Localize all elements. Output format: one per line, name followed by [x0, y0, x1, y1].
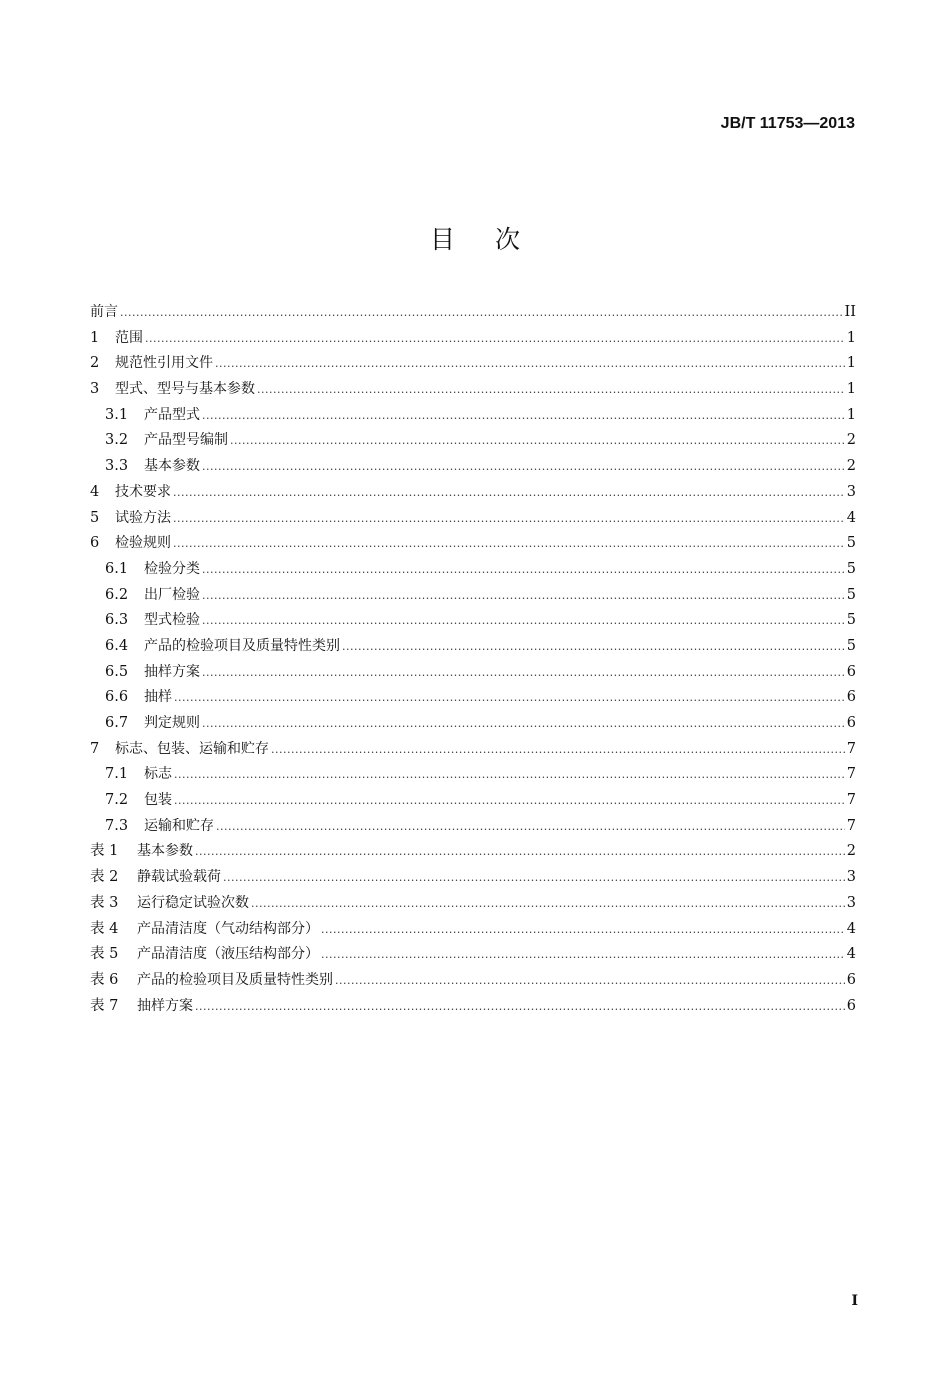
toc-entry-page: 1 [846, 381, 856, 398]
toc-entry-page: 6 [846, 971, 856, 988]
toc-entry-number: 表 5 [90, 946, 119, 963]
toc-entry-title: 基本参数 [137, 843, 193, 860]
dot-leader [335, 970, 845, 992]
toc-entry-number: 6.1 [105, 560, 129, 577]
toc-entry-page: 5 [846, 612, 856, 629]
toc-entry-number: 6 [90, 535, 100, 552]
toc-entry-title: 标志、包装、运输和贮存 [115, 740, 269, 757]
toc-entry[interactable] [90, 584, 856, 610]
toc-entry-page: 1 [846, 355, 856, 372]
toc-entry-page: 7 [846, 792, 856, 809]
toc-entry-title: 标志 [144, 766, 172, 783]
toc-entry-page: 1 [846, 406, 856, 423]
toc-entry[interactable] [90, 609, 856, 635]
dot-leader [174, 687, 845, 709]
toc-entry-number: 3 [90, 381, 100, 398]
toc-entry-title: 范围 [115, 329, 143, 346]
toc-entry-page: 1 [846, 329, 856, 346]
toc-entry-title: 检验分类 [144, 560, 200, 577]
toc-entry-number: 表 3 [90, 894, 119, 911]
toc-entry-page: 5 [846, 637, 856, 654]
toc-entry[interactable] [90, 763, 856, 789]
toc-entry[interactable] [90, 507, 856, 533]
toc-entry-page: 6 [846, 715, 856, 731]
dot-leader [202, 405, 845, 427]
toc-entry[interactable] [90, 943, 856, 969]
toc-entry-title: 抽样方案 [144, 663, 200, 680]
toc-entry-number: 7 [90, 740, 100, 757]
toc-entry-title: 型式检验 [144, 612, 200, 629]
dot-leader [173, 508, 845, 530]
toc-entry-page: 2 [846, 843, 856, 860]
dot-leader [342, 636, 845, 658]
toc-entry[interactable] [90, 840, 856, 866]
toc-entry-title: 产品型式 [144, 406, 200, 423]
toc-entry[interactable] [90, 429, 856, 455]
dot-leader [195, 996, 845, 1018]
toc-entry-number: 1 [90, 329, 100, 346]
toc-entry[interactable] [90, 327, 856, 353]
dot-leader [215, 353, 845, 375]
toc-entry-number: 6.3 [105, 612, 129, 629]
toc-entry-number: 6.7 [105, 715, 129, 731]
dot-leader [202, 713, 845, 735]
toc-entry-number: 7.1 [105, 766, 129, 783]
toc-entry-title: 静载试验载荷 [137, 869, 221, 886]
dot-leader [223, 867, 845, 889]
toc-entry-title: 技术要求 [115, 483, 171, 500]
toc-entry-page: 3 [846, 483, 856, 500]
toc-entry-number: 4 [90, 483, 100, 500]
page-title: 目次 [429, 225, 560, 254]
toc-entry[interactable] [90, 995, 856, 1021]
dot-leader [202, 662, 845, 684]
toc-entry-page: 5 [846, 586, 856, 603]
toc-entry-page: 2 [846, 432, 856, 449]
toc-entry-number: 表 7 [90, 997, 119, 1014]
dot-leader [230, 430, 845, 452]
dot-leader [257, 379, 845, 401]
toc-entry-title: 抽样方案 [137, 997, 193, 1014]
toc-entry-title: 基本参数 [144, 458, 200, 475]
dot-leader [216, 816, 845, 838]
dot-leader [321, 919, 845, 941]
toc-entry-page: 7 [846, 740, 856, 757]
toc-entry-page: 4 [846, 920, 856, 937]
toc-entry-page: 2 [846, 458, 856, 475]
toc-entry-title: 产品的检验项目及质量特性类别 [137, 971, 333, 988]
toc-entry[interactable] [90, 352, 856, 378]
toc-entry-title: 检验规则 [115, 535, 171, 552]
toc-entry-number: 表 1 [90, 843, 119, 860]
dot-leader [202, 456, 845, 478]
dot-leader [174, 764, 845, 786]
toc-entry-number: 7.3 [105, 817, 129, 834]
toc-entry-number: 5 [90, 509, 100, 526]
dot-leader [173, 482, 845, 504]
toc-entry[interactable] [90, 404, 856, 430]
toc-entry-number: 3.3 [105, 458, 129, 475]
toc-entry-number: 6.5 [105, 663, 129, 680]
toc-entry-title: 规范性引用文件 [115, 355, 213, 372]
toc-entry-page: 7 [846, 817, 856, 834]
toc-entry[interactable] [90, 969, 856, 995]
toc-entry-number: 3.1 [105, 406, 129, 423]
toc-entry[interactable] [90, 918, 856, 944]
toc-entry-number: 3.2 [105, 432, 129, 449]
toc-entry[interactable] [90, 712, 856, 738]
toc-entry[interactable] [90, 635, 856, 661]
toc-entry-title: 抽样 [144, 689, 172, 706]
toc-entry[interactable] [90, 866, 856, 892]
dot-leader [120, 302, 843, 324]
toc-entry-page: 5 [846, 535, 856, 552]
toc-entry[interactable] [90, 815, 856, 841]
toc-entry-number: 表 2 [90, 869, 119, 886]
toc-entry[interactable] [90, 738, 856, 764]
dot-leader [251, 893, 845, 915]
toc-entry-number: 6.6 [105, 689, 129, 706]
toc-entry-title: 产品清洁度（液压结构部分） [137, 946, 319, 963]
dot-leader [321, 944, 845, 966]
dot-leader [202, 559, 845, 581]
toc-entry-page: 5 [846, 560, 856, 577]
toc-entry-page: 6 [846, 689, 856, 706]
toc-entry-number: 表 6 [90, 971, 119, 988]
toc-entry[interactable] [90, 378, 856, 404]
dot-leader [202, 610, 845, 632]
toc-entry-page: 3 [846, 869, 856, 886]
toc-entry-title: 包装 [144, 792, 172, 809]
table-of-contents [90, 301, 856, 1020]
toc-entry-number: 6.2 [105, 586, 129, 603]
toc-entry-page: II [844, 304, 856, 320]
toc-entry-number: 2 [90, 355, 100, 372]
toc-entry[interactable] [90, 686, 856, 712]
toc-entry-title: 出厂检验 [144, 586, 200, 603]
toc-entry[interactable] [90, 558, 856, 584]
toc-entry-title: 前言 [90, 304, 118, 320]
toc-entry-page: 7 [846, 766, 856, 783]
toc-entry[interactable] [90, 455, 856, 481]
toc-entry-title: 判定规则 [144, 715, 200, 731]
toc-entry-title: 产品型号编制 [144, 432, 228, 449]
dot-leader [195, 841, 845, 863]
toc-entry-page: 6 [846, 663, 856, 680]
toc-entry-number: 7.2 [105, 792, 129, 809]
toc-entry-number: 表 4 [90, 920, 119, 937]
toc-entry-title: 产品清洁度（气动结构部分） [137, 920, 319, 937]
dot-leader [174, 790, 845, 812]
toc-entry[interactable] [90, 532, 856, 558]
toc-entry-page: 6 [846, 997, 856, 1014]
toc-entry[interactable] [90, 661, 856, 687]
dot-leader [271, 739, 845, 761]
dot-leader [173, 533, 845, 555]
page-number: I [851, 1293, 858, 1309]
toc-entry-number: 6.4 [105, 637, 129, 654]
toc-entry[interactable] [90, 481, 856, 507]
dot-leader [145, 328, 845, 350]
toc-entry-title: 试验方法 [115, 509, 171, 526]
toc-entry-title: 型式、型号与基本参数 [115, 381, 255, 398]
toc-entry[interactable] [90, 301, 856, 327]
toc-entry[interactable] [90, 789, 856, 815]
toc-entry-title: 运输和贮存 [144, 817, 214, 834]
toc-entry[interactable] [90, 892, 856, 918]
toc-entry-page: 3 [846, 894, 856, 911]
toc-entry-title: 产品的检验项目及质量特性类别 [144, 637, 340, 654]
toc-entry-page: 4 [846, 509, 856, 526]
toc-entry-page: 4 [846, 946, 856, 963]
standard-number: JB/T 11753—2013 [720, 115, 855, 132]
dot-leader [202, 585, 845, 607]
toc-entry-title: 运行稳定试验次数 [137, 894, 249, 911]
